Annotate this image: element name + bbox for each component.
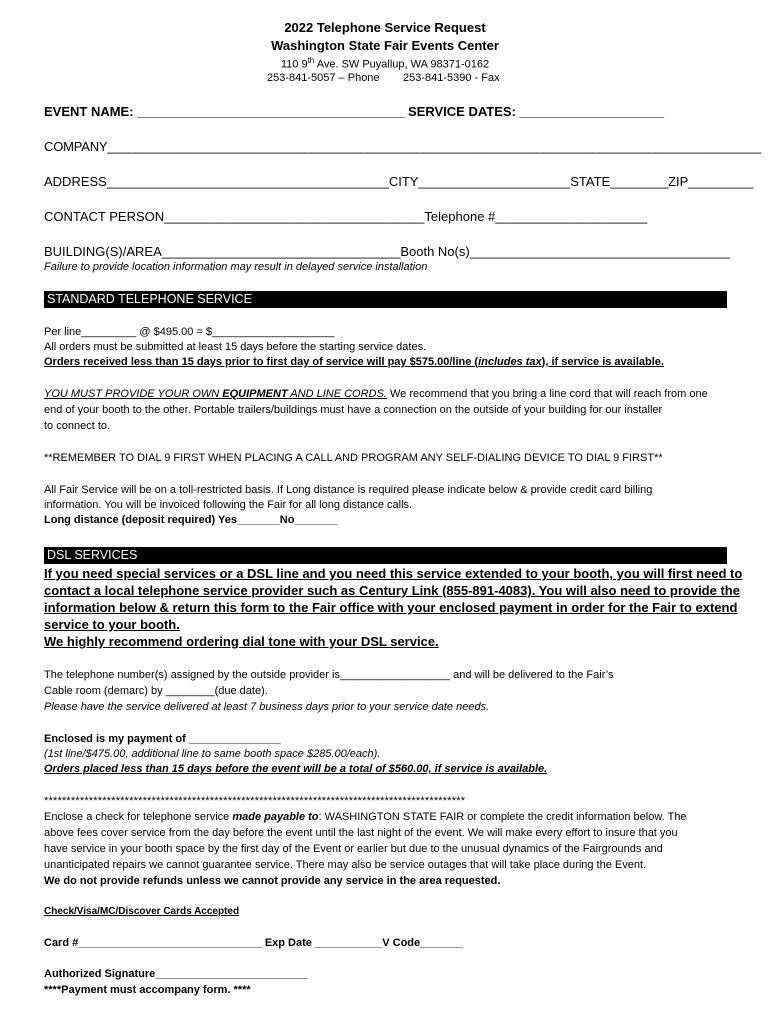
delivery-note: Please have the service delivered at least 7 business days prior to your service date needs.: [44, 701, 490, 713]
form-subtitle: Washington State Fair Events Center: [271, 38, 499, 53]
assigned-number-field[interactable]: The telephone number(s) assigned by the outside provider is__________________ and will be delivered to the Fair’s: [44, 669, 614, 681]
equipment-note: YOU MUST PROVIDE YOUR OWN EQUIPMENT AND LINE CORDS. We recommend that you bring a line cord that will reach from one: [44, 388, 708, 400]
authorized-signature-field[interactable]: Authorized Signature_________________________: [44, 968, 309, 980]
address-field[interactable]: ADDRESS_______________________________________CITY_____________________STATE________ZIP_________: [44, 174, 754, 189]
due-date-field[interactable]: Cable room (demarc) by ________(due date).: [44, 685, 268, 697]
dsl-instructions-1: If you need special services or a DSL line and you need this service extended to your booth, you will first need to: [44, 566, 743, 581]
per-line-field[interactable]: Per line_________ @ $495.00 = $____________________: [44, 326, 335, 338]
separator-stars: **********************************************************************************************: [44, 795, 466, 807]
payment-required-note: ****Payment must accompany form. ****: [44, 984, 251, 996]
dsl-instructions-4: service to your booth.: [44, 617, 180, 632]
long-distance-field[interactable]: Long distance (deposit required) Yes_______No_______: [44, 514, 338, 526]
form-title: 2022 Telephone Service Request: [284, 20, 486, 35]
check-instructions: Enclose a check for telephone service made payable to: WASHINGTON STATE FAIR or complete the credit information below. The: [44, 811, 687, 823]
equipment-note-line-3: to connect to.: [44, 420, 111, 432]
fees-note-2: have service in your booth space by the first day of the Event or earlier but due to the unusual dynamics of the Fairgrounds and: [44, 843, 663, 855]
toll-restriction-note-line-2: information. You will be invoiced following the Fair for all long distance calls.: [44, 499, 413, 511]
location-warning: Failure to provide location information may result in delayed service installation: [44, 261, 428, 273]
dsl-pricing-note: (1st line/$475.00, additional line to same booth space $285.00/each).: [44, 748, 381, 760]
refund-policy: We do not provide refunds unless we cannot provide any service in the area requested.: [44, 875, 501, 887]
cards-accepted: Check/Visa/MC/Discover Cards Accepted: [44, 906, 240, 917]
equipment-note-line-2: end of your booth to the other. Portable trailers/buildings must have a connection on the outside of your building for our installer: [44, 404, 663, 416]
card-details-field[interactable]: Card #______________________________ Exp Date ___________V Code_______: [44, 937, 463, 949]
event-name-field[interactable]: EVENT NAME: _____________________________________: [44, 104, 405, 119]
dsl-services-header: DSL SERVICES: [44, 547, 727, 564]
enclosed-payment-field[interactable]: Enclosed is my payment of _______________: [44, 733, 281, 745]
fees-note-3: unanticipated repairs we cannot guarantee service. There may also be service outages that will take place during the Event.: [44, 859, 647, 871]
building-area-field[interactable]: BUILDING(S)/AREA_________________________________Booth No(s)____________________________________: [44, 244, 730, 259]
dial-nine-note: **REMEMBER TO DIAL 9 FIRST WHEN PLACING A CALL AND PROGRAM ANY SELF-DIALING DEVICE TO DIAL 9 FIRST**: [44, 452, 663, 464]
contact-person-field[interactable]: CONTACT PERSON____________________________________Telephone #_____________________: [44, 209, 648, 224]
orders-deadline-note: All orders must be submitted at least 15 days before the starting service dates.: [44, 341, 427, 353]
fair-phone: 253-841-5057 – Phone: [267, 72, 380, 84]
toll-restriction-note: All Fair Service will be on a toll-restricted basis. If Long distance is required please indicate below & provide credit card billing: [44, 484, 653, 496]
dsl-instructions-3: information below & return this form to the Fair office with your enclosed payment in order for the Fair to extend: [44, 600, 738, 615]
late-order-note: Orders received less than 15 days prior to first day of service will pay $575.00/line (includes tax), if service is available.: [44, 356, 664, 368]
standard-service-header: STANDARD TELEPHONE SERVICE: [44, 291, 727, 308]
fees-note-1: above fees cover service from the day before the event until the last night of the event. We will make every effort to insure that you: [44, 827, 678, 839]
dsl-late-order-note: Orders placed less than 15 days before the event will be a total of $560.00, if service is available.: [44, 763, 548, 775]
company-field[interactable]: COMPANY_____________________________________________________________________________________________: [44, 139, 762, 154]
dsl-instructions-2: contact a local telephone service provider such as Century Link (855-891-4083). You will also need to provide the: [44, 583, 740, 598]
dsl-recommendation: We highly recommend ordering dial tone with your DSL service.: [44, 634, 439, 649]
fair-fax: 253-841-5390 - Fax: [403, 72, 500, 84]
fair-address: 110 9th Ave. SW Puyallup, WA 98371-0162: [280, 56, 490, 71]
service-dates-field[interactable]: SERVICE DATES: ____________________: [408, 104, 665, 119]
